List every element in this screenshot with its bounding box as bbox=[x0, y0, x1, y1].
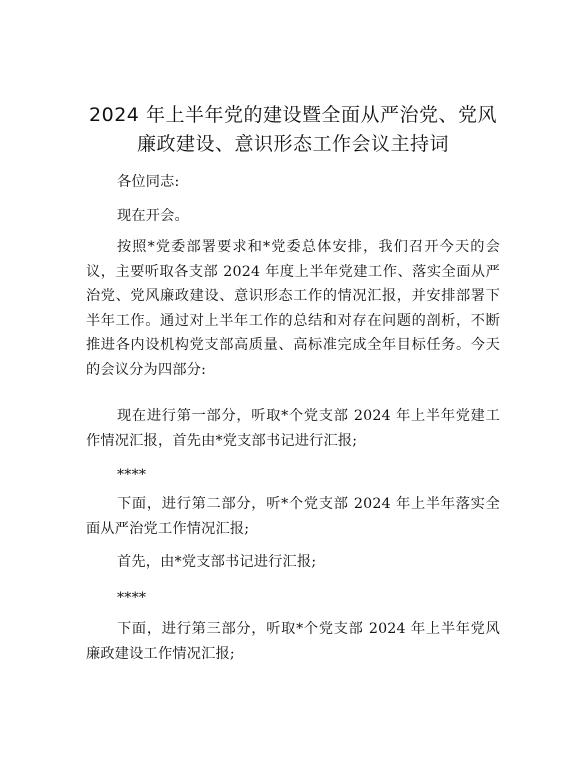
title-line-2: 廉政建设、意识形态工作会议主持词 bbox=[136, 133, 449, 155]
agenda-introduction: 按照*党委部署要求和*党委总体安排，我们召开今天的会议，主要听取各支部 2024 年度上半年党建工作、落实全面从严治党、党风廉政建设、意识形态工作的情况汇报，并安排部署下半年工作。通过对上半年工作的总结和对存在问题的剖析，不断推进各内设机构党支部高质量、高标准完成全年目标任务。今天的会议分为四部分: bbox=[86, 239, 500, 378]
opening-statement: 现在开会。 bbox=[117, 208, 189, 224]
separator-stars-2: **** bbox=[117, 590, 147, 606]
title-line-1: 2024 年上半年党的建设暨全面从严治党、党风 bbox=[89, 104, 497, 126]
first-report-paragraph: 首先，由*党支部书记进行汇报; bbox=[117, 554, 317, 570]
document-title bbox=[70, 101, 516, 159]
part-three-paragraph: 下面，进行第三部分，听取*个党支部 2024 年上半年党风廉政建设工作情况汇报; bbox=[86, 621, 500, 662]
part-two-paragraph: 下面，进行第二部分，听*个党支部 2024 年上半年落实全面从严治党工作情况汇报; bbox=[86, 496, 500, 537]
salutation: 各位同志: bbox=[117, 174, 180, 190]
part-one-paragraph: 现在进行第一部分，听取*个党支部 2024 年上半年党建工作情况汇报，首先由*党支部书记进行汇报; bbox=[86, 408, 500, 449]
separator-stars-1: **** bbox=[117, 467, 147, 483]
